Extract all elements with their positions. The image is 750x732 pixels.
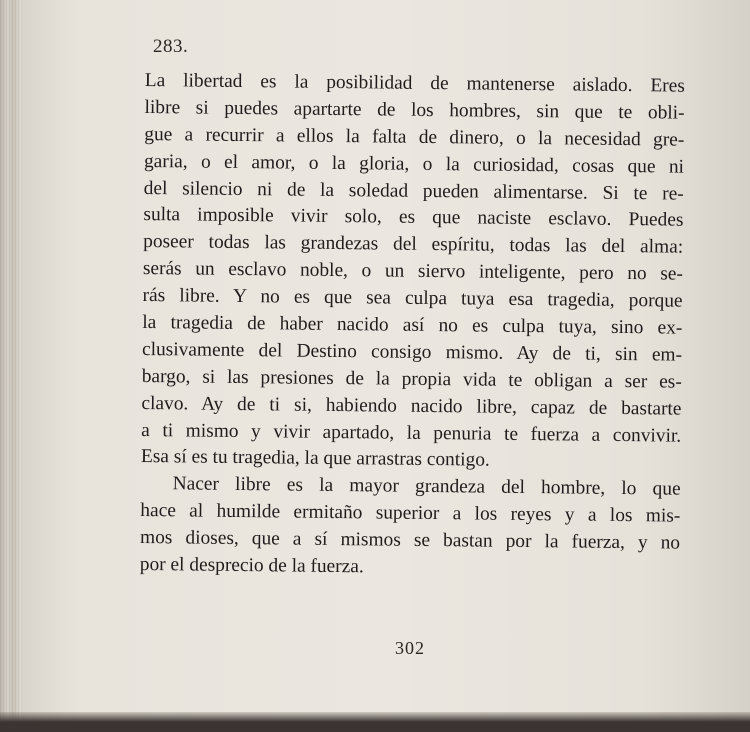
- text-line: sulta imposible vivir solo, es que naciste esclavo. Puedes: [143, 204, 684, 232]
- section-number: 283.: [153, 36, 189, 57]
- text-line: garia, o el amor, o la gloria, o la curiosidad, cosas que ni: [143, 150, 685, 178]
- text-line: rás libre. Y no es que sea culpa tuya esa tragedia, porque: [142, 285, 683, 312]
- text-line: serás un esclavo noble, o un siervo inteligente, pero no se-: [142, 258, 683, 285]
- text-line: mos dioses, que a sí mismos se bastan por la fuerza, y no: [139, 527, 681, 554]
- text-line: bargo, si las presiones de la propia vida te obligan a ser es-: [141, 365, 682, 393]
- text-line: por el desprecio de la fuerza.: [139, 554, 364, 578]
- page-edges: [0, 0, 22, 722]
- text-line: La libertad es la posibilidad de mantenerse aislado. Eres: [144, 69, 685, 97]
- text-line: hace al humilde ermitaño superior a los reyes y a los mis-: [140, 500, 681, 527]
- text-line: a ti mismo y vivir apartado, la penuria te fuerza a convivir.: [141, 419, 682, 447]
- text-line: Nacer libre es la mayor grandeza del hombre, lo que: [172, 473, 681, 500]
- paragraph-2: [140, 471, 681, 584]
- text-line: clusivamente del Destino consigo mismo. Ay de ti, sin em-: [141, 338, 683, 366]
- body-text: [140, 68, 685, 585]
- text-line: Esa sí es tu tragedia, la que arrastras contigo.: [140, 446, 490, 472]
- text-line: poseer todas las grandezas del espíritu, todas las del alma:: [143, 231, 684, 258]
- text-line: clavo. Ay de ti si, habiendo nacido libre, capaz de bastarte: [141, 392, 682, 420]
- text-line: libre si puedes apartarte de los hombres, sin que te obli-: [144, 96, 685, 124]
- paragraph-1: [141, 68, 685, 477]
- text-line: del silencio ni de la soledad pueden alimentarse. Si te re-: [143, 177, 684, 205]
- page-number: 302: [395, 638, 425, 658]
- bottom-shadow: [0, 712, 750, 732]
- text-line: gue a recurrir a ellos la falta de dinero, o la necesidad gre-: [144, 123, 685, 151]
- text-line: la tragedia de haber nacido así no es culpa tuya, sino ex-: [142, 312, 683, 339]
